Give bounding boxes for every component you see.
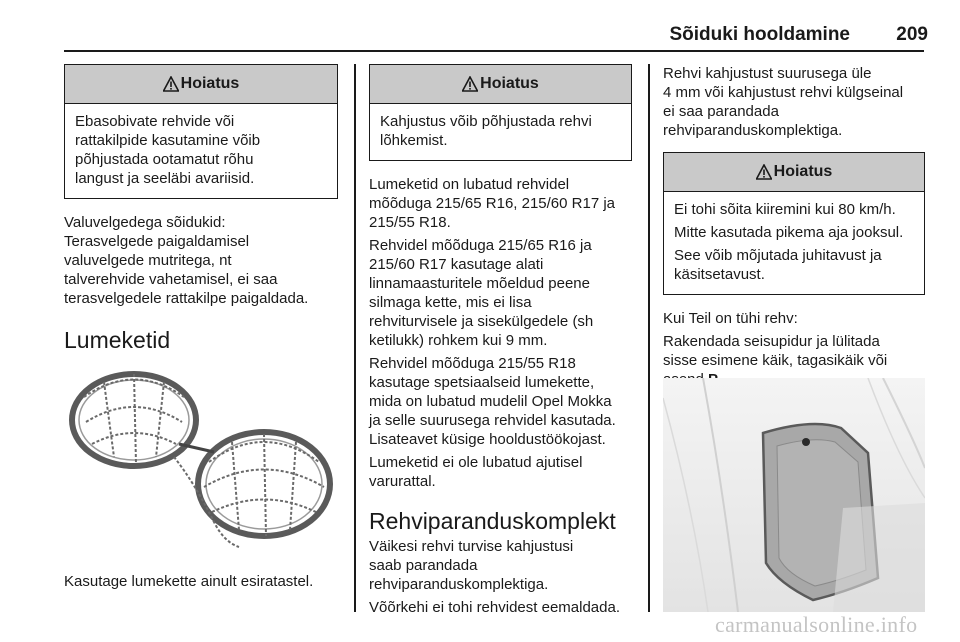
watermark: carmanualsonline.info	[715, 612, 918, 637]
page-number: 209	[896, 24, 928, 45]
paragraph: Väikesi rehvi turvise kahjustusi saab parandada rehviparanduskomplektiga.	[369, 538, 574, 593]
paragraph: Lumeketid ei ole lubatud ajutisel varurattal.	[369, 454, 583, 490]
paragraph: Rehvidel mõõduga 215/55 R18 kasutage spetsiaalseid lumekette, mida on lubatud mudelil Opel Mokka ja selle suurusega rehvidel kasutada. Lisateavet küsige hooldustöökojast.	[369, 355, 616, 448]
snow-chains-illustration	[64, 352, 338, 558]
paragraph: Valuvelgedega sõidukid: Terasvelgede paigaldamisel valuvelgede mutritega, nt talverehvide vahetamisel, ei saa terasvelgedele rattakilpe paigaldada.	[64, 214, 309, 307]
warning-title: Hoiatus	[480, 75, 539, 92]
column-divider	[354, 64, 356, 612]
caption-block	[64, 572, 344, 591]
paragraph-text: Rakendada seisupidur ja lülitada sisse esimene käik, tagasikäik või	[663, 333, 888, 369]
trunk-floor-cover-drawing	[663, 378, 925, 612]
warning-icon	[462, 76, 478, 92]
paragraph: Rehvi kahjustust suurusega üle 4 mm või kahjustust rehvi külgseinal ei saa parandada rehviparanduskomplektiga.	[663, 65, 904, 139]
paragraph: Kui Teil on tühi rehv:	[663, 310, 798, 327]
warning-box	[369, 64, 632, 161]
warning-body	[370, 104, 631, 160]
trunk-illustration	[663, 378, 925, 612]
column-1	[64, 64, 338, 354]
warning-header	[370, 65, 631, 104]
warning-text: Mitte kasutada pikema aja jooksul.	[674, 224, 904, 241]
warning-text: Kahjustus võib põhjustada rehvi lõhkemist.	[380, 113, 592, 149]
section-title-rehviparanduskomplekt: Rehviparanduskomplekt	[369, 508, 616, 534]
section-title-lumeketid: Lumeketid	[64, 327, 171, 353]
warning-body	[664, 192, 924, 294]
header-rule	[64, 50, 924, 52]
warning-text: Ei tohi sõita kiiremini kui 80 km/h.	[674, 201, 896, 218]
illustration-caption: Kasutage lumekette ainult esiratastel.	[64, 573, 314, 590]
warning-text: Ebasobivate rehvide või rattakilpide kasutamine võib põhjustada ootamatut rõhu langust ja seeläbi avariisid.	[75, 113, 261, 187]
warning-box	[663, 152, 925, 295]
warning-header	[664, 153, 924, 192]
column-2	[369, 64, 632, 617]
warning-title: Hoiatus	[773, 163, 833, 180]
paragraph: Võõrkehi ei tohi rehvidest eemaldada.	[369, 599, 620, 616]
page-header-title: Sõiduki hooldamine	[669, 24, 850, 45]
warning-box	[64, 64, 338, 199]
warning-body	[65, 104, 337, 198]
column-divider	[648, 64, 650, 612]
paragraph: Lumeketid on lubatud rehvidel mõõduga 215/65 R16, 215/60 R17 ja 215/55 R18.	[369, 176, 616, 231]
warning-text: See võib mõjutada juhitavust ja käsitsetavust.	[674, 247, 882, 283]
column-3	[663, 64, 925, 389]
warning-header	[65, 65, 337, 104]
warning-title: Hoiatus	[180, 75, 240, 92]
paragraph: Rehvidel mõõduga 215/65 R16 ja 215/60 R17 kasutage alati linnamaasturitele mõeldud peene silmaga kette, mis ei lisa rehviturvisele ja sisekülgedele (sh ketilukk) rohkem kui 9 mm.	[369, 237, 594, 349]
warning-icon	[163, 76, 179, 92]
warning-icon	[756, 164, 772, 180]
